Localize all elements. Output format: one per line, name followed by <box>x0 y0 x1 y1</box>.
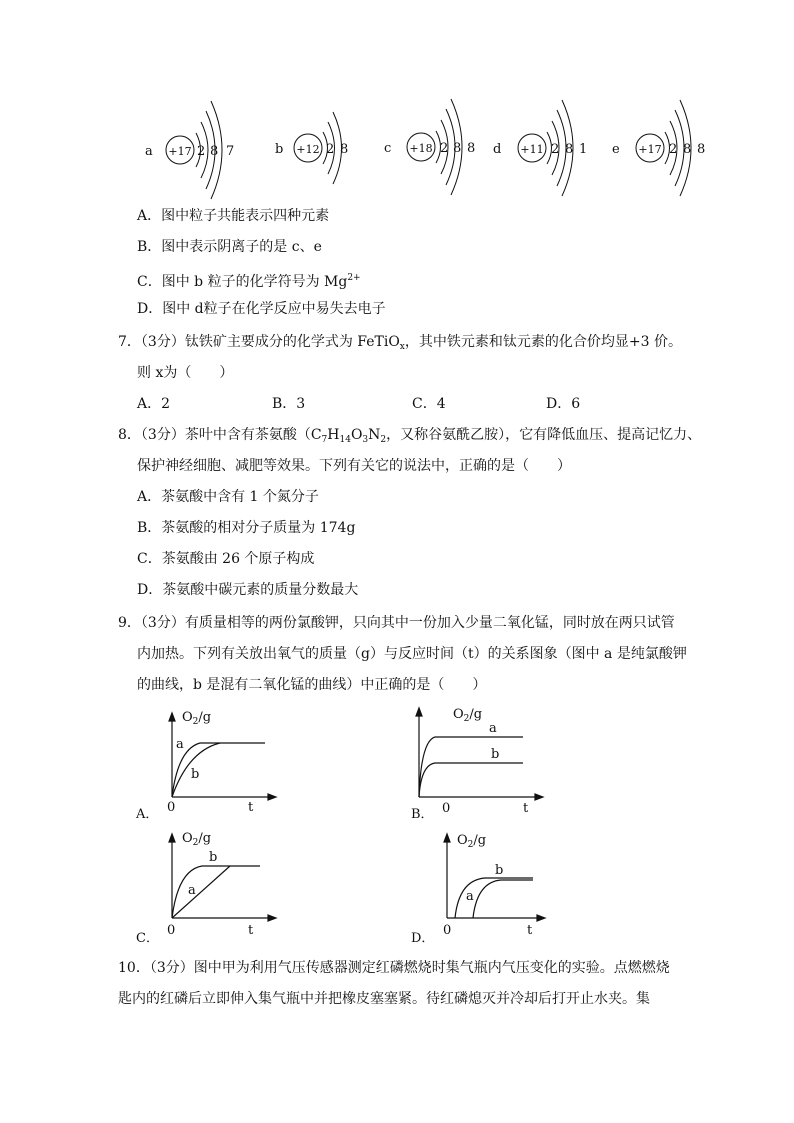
curve-b-label: b <box>209 850 218 865</box>
q6-option-c-charge: 2+ <box>347 273 361 283</box>
atom-d-shell-count-2: 8 <box>565 142 574 157</box>
y-axis-label: $O_2/g$ <box>453 707 483 724</box>
q10-stem-line-2: 匙内的红磷后立即伸入集气瓶中并把橡皮塞塞紧。待红磷熄灭并冷却后打开止水夹。集 <box>118 991 650 1007</box>
q8-sub-c: 7 <box>321 435 328 445</box>
atom-a-shell-count-2: 8 <box>210 144 219 159</box>
atom-c-shell-count-3: 8 <box>467 141 476 156</box>
q9-stem-line-2: 内加热。下列有关放出氧气的质量（g）与反应时间（t）的关系图象（图中 a 是纯氯酸钾 <box>137 646 687 662</box>
y-axis-arrow <box>169 713 175 721</box>
q8-option-d: D．茶氨酸中碳元素的质量分数最大 <box>137 582 359 598</box>
y-axis-label: $O_2/g$ <box>182 710 212 727</box>
q8-option-a: A．茶氨酸中含有 1 个氮分子 <box>137 489 319 505</box>
curve-b <box>419 763 523 797</box>
x-axis-arrow <box>268 915 276 921</box>
curve-a <box>419 737 523 797</box>
curve-b <box>172 866 260 918</box>
q8-sub-o: 3 <box>362 435 369 445</box>
q9-graph-c <box>130 826 280 948</box>
atom-d-label: d <box>493 142 502 157</box>
origin-label: 0 <box>167 923 176 938</box>
y-axis-arrow <box>416 708 422 716</box>
x-axis-label: t <box>248 800 254 815</box>
q8-sub-n: 2 <box>380 435 387 445</box>
origin-label: 0 <box>167 800 176 815</box>
x-axis-arrow <box>268 794 276 800</box>
atom-b-shell-count-1: 2 <box>326 142 335 157</box>
q8-stem-line-2: 保护神经细胞、减肥等效果。下列有关它的说法中，正确的是（ ） <box>137 458 571 474</box>
q8-stem-line-1 <box>118 425 701 450</box>
q9-graph-a <box>130 705 280 825</box>
q8-stem-text-n: N <box>368 427 381 443</box>
curve-a-label: a <box>188 883 196 898</box>
y-axis-label: $O_2/g$ <box>182 831 212 848</box>
q8-stem-text-a: 8．（3分）茶叶中含有茶氨酸（C <box>118 427 322 443</box>
graph-d-option-label: D． <box>411 931 435 946</box>
curve-a-label: a <box>489 721 497 736</box>
q8-stem-text-e: ，又称谷氨酰乙胺），它有降低血压、提高记忆力、 <box>386 427 702 443</box>
atom-a-shell-count-1: 2 <box>197 144 206 159</box>
atom-b-label: b <box>275 142 284 157</box>
atom-e-nucleus: +17 <box>638 143 662 156</box>
q8-option-c: C．茶氨酸由 26 个原子构成 <box>137 551 315 567</box>
y-axis-arrow <box>444 834 450 842</box>
y-axis-label: $O_2/g$ <box>457 833 487 850</box>
q7-stem-line-1 <box>118 332 682 357</box>
atom-e-label: e <box>612 142 620 157</box>
q8-stem-text-h: H <box>327 427 340 443</box>
origin-label: 0 <box>442 801 451 816</box>
q8-stem-text-o: O <box>350 427 363 443</box>
q7-stem-text-a: 7．（3分）钛铁矿主要成分的化学式为 FeTiO <box>118 334 400 350</box>
atom-d-shell-count-3: 1 <box>579 142 588 157</box>
atom-c-shell-count-2: 8 <box>453 141 462 156</box>
atom-a-shell-count-3: 7 <box>226 144 235 159</box>
atom-d-nucleus: +11 <box>520 143 544 156</box>
atom-e-shell-count-2: 8 <box>683 142 692 157</box>
curve-b-label: b <box>491 747 500 762</box>
atom-e-shell-count-3: 8 <box>697 142 706 157</box>
curve-a <box>172 866 230 918</box>
curve-b-label: b <box>495 863 504 878</box>
q6-option-c <box>137 268 361 292</box>
atom-c-nucleus: +18 <box>409 142 433 155</box>
q7-stem-line-2: 则 x为（ ） <box>137 365 234 381</box>
curve-a <box>473 880 533 918</box>
atom-a-label: a <box>145 144 153 159</box>
q6-option-c-text: C．图中 b 粒子的化学符号为 Mg <box>137 274 348 290</box>
curve-b-label: b <box>191 767 200 782</box>
graph-b-option-label: B． <box>411 807 434 822</box>
q7-option-b: B．3 <box>272 396 306 412</box>
q9-stem-line-1: 9．（3分）有质量相等的两份氯酸钾，只向其中一份加入少量二氧化锰，同时放在两只试管 <box>118 615 675 631</box>
q8-option-b: B．茶氨酸的相对分子质量为 174g <box>137 520 356 536</box>
curve-a <box>172 743 265 797</box>
y-axis-arrow <box>169 834 175 842</box>
atom-a-nucleus: +17 <box>168 145 192 158</box>
q7-option-c: C．4 <box>412 396 446 412</box>
q6-option-d: D．图中 d粒子在化学反应中易失去电子 <box>137 301 386 317</box>
atom-c-shell-count-1: 2 <box>440 141 449 156</box>
q7-option-a: A．2 <box>137 396 171 412</box>
x-axis-arrow <box>535 794 543 800</box>
atom-c-label: c <box>384 141 392 156</box>
graph-a-option-label: A． <box>136 807 159 822</box>
q6-option-b: B．图中表示阴离子的是 c、e <box>137 239 322 255</box>
atom-b-nucleus: +12 <box>296 143 320 156</box>
x-axis-label: t <box>248 923 254 938</box>
atom-e-shell-count-1: 2 <box>669 142 678 157</box>
origin-label: 0 <box>443 923 452 938</box>
q10-stem-line-1: 10．（3分）图中甲为利用气压传感器测定红磷燃烧时集气瓶内气压变化的实验。点燃燃烧 <box>118 960 670 976</box>
x-axis-label: t <box>523 801 529 816</box>
atom-d-shell-count-1: 2 <box>551 142 560 157</box>
q9-graph-b <box>405 703 555 825</box>
x-axis-arrow <box>537 915 545 921</box>
q7-stem-text-b: ，其中铁元素和钛元素的化合价均显+3 价。 <box>404 334 682 350</box>
q6-option-a: A．图中粒子共能表示四种元素 <box>137 208 330 224</box>
q8-sub-h: 14 <box>339 435 351 445</box>
q9-stem-line-3: 的曲线，b 是混有二氧化锰的曲线）中正确的是（ ） <box>137 677 487 693</box>
atom-b-shell-count-2: 8 <box>340 142 349 157</box>
atom-structure-diagrams <box>0 0 794 200</box>
q7-option-d: D．6 <box>546 396 581 412</box>
curve-a-label: a <box>176 737 184 752</box>
x-axis-label: t <box>527 923 533 938</box>
q7-formula-subscript: x <box>399 342 405 352</box>
graph-c-option-label: C． <box>136 931 159 946</box>
curve-a-label: a <box>466 889 474 904</box>
q9-graph-d <box>405 826 555 948</box>
